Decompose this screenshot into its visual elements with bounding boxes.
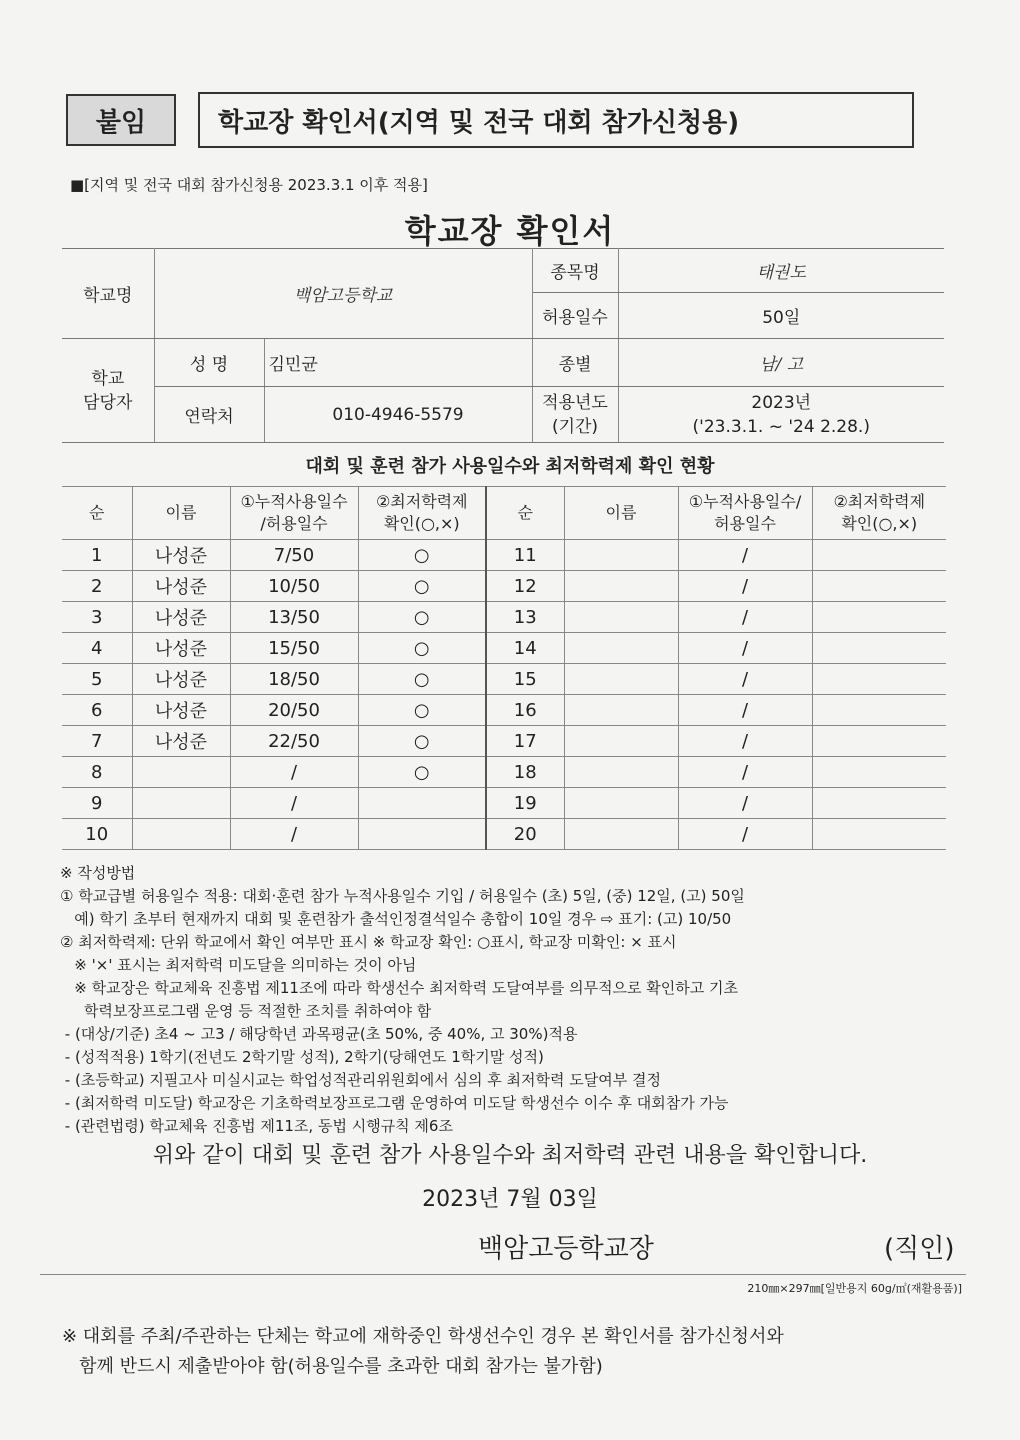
row-no: 2 bbox=[62, 571, 132, 602]
table-row bbox=[62, 695, 946, 726]
row-check: ○ bbox=[358, 757, 486, 788]
row-check bbox=[812, 664, 946, 695]
row-check bbox=[812, 602, 946, 633]
note-line: ① 학교급별 허용일수 적용: 대회·훈련 참가 누적사용일수 기입 / 허용일수 (초) 5일, (중) 12일, (고) 50일 bbox=[60, 887, 745, 905]
row-no: 10 bbox=[62, 819, 132, 850]
table-row bbox=[62, 664, 946, 695]
row-name bbox=[564, 819, 678, 850]
row-name bbox=[132, 788, 230, 819]
row-name bbox=[564, 695, 678, 726]
row-no: 9 bbox=[62, 788, 132, 819]
footer-line-1: ※ 대회를 주최/주관하는 단체는 학교에 재학중인 학생선수인 경우 본 확인서를 참가신청서와 bbox=[62, 1326, 784, 1347]
row-name: 나성준 bbox=[132, 602, 230, 633]
row-no: 17 bbox=[486, 726, 564, 757]
row-usage: / bbox=[678, 571, 812, 602]
subnote: ■[지역 및 전국 대회 참가신청용 2023.3.1 이후 적용] bbox=[70, 176, 428, 194]
usage-table bbox=[62, 486, 946, 850]
row-usage: / bbox=[678, 757, 812, 788]
table-row bbox=[62, 602, 946, 633]
row-check: ○ bbox=[358, 726, 486, 757]
row-check bbox=[358, 819, 486, 850]
row-usage: / bbox=[678, 788, 812, 819]
note-line: - (관련법령) 학교체육 진흥법 제11조, 동법 시행규칙 제6조 bbox=[60, 1117, 453, 1135]
row-usage: / bbox=[678, 726, 812, 757]
row-check bbox=[812, 788, 946, 819]
header-check-right: ②최저학력제 확인(○,×) bbox=[812, 487, 946, 540]
row-check bbox=[812, 726, 946, 757]
row-name: 나성준 bbox=[132, 664, 230, 695]
row-usage: / bbox=[230, 757, 358, 788]
row-no: 4 bbox=[62, 633, 132, 664]
row-name: 나성준 bbox=[132, 695, 230, 726]
allowed-days-label: 허용일수 bbox=[532, 293, 618, 339]
header-name-right: 이름 bbox=[564, 487, 678, 540]
confirmation-statement: 위와 같이 대회 및 훈련 참가 사용일수와 최저학력 관련 내용을 확인합니다. bbox=[152, 1143, 868, 1168]
section-title: 대회 및 훈련 참가 사용일수와 최저학력제 확인 현황 bbox=[305, 456, 715, 477]
row-no: 14 bbox=[486, 633, 564, 664]
divider bbox=[40, 1274, 966, 1275]
header-usage: ①누적사용일수 /허용일수 bbox=[230, 487, 358, 540]
manager-label: 학교 담당자 bbox=[62, 339, 154, 443]
row-check bbox=[358, 788, 486, 819]
row-no: 6 bbox=[62, 695, 132, 726]
year-value: 2023년 bbox=[751, 392, 812, 413]
name-label: 성 명 bbox=[154, 339, 264, 387]
footer-note bbox=[62, 1322, 962, 1382]
table-row bbox=[62, 571, 946, 602]
row-name bbox=[564, 633, 678, 664]
row-check bbox=[812, 540, 946, 571]
row-usage: / bbox=[678, 602, 812, 633]
row-no: 12 bbox=[486, 571, 564, 602]
note-line: ② 최저학력제: 단위 학교에서 확인 여부만 표시 ※ 학교장 확인: ○표시, 학교장 미확인: × 표시 bbox=[60, 933, 677, 951]
row-usage: 7/50 bbox=[230, 540, 358, 571]
row-usage: 10/50 bbox=[230, 571, 358, 602]
table-row bbox=[62, 726, 946, 757]
note-line: ※ '×' 표시는 최저학력 미도달을 의미하는 것이 아님 bbox=[60, 956, 417, 974]
row-name bbox=[564, 788, 678, 819]
note-line: ※ 작성방법 bbox=[60, 864, 136, 882]
row-usage: 22/50 bbox=[230, 726, 358, 757]
row-usage: / bbox=[678, 540, 812, 571]
paper-spec: 210㎜×297㎜[일반용지 60g/㎡(재활용품)] bbox=[747, 1282, 962, 1295]
school-label: 학교명 bbox=[62, 249, 154, 339]
note-line: 학력보장프로그램 운영 등 적절한 조치를 취하여야 함 bbox=[60, 1002, 432, 1020]
row-usage: / bbox=[678, 819, 812, 850]
row-usage: / bbox=[230, 788, 358, 819]
row-check: ○ bbox=[358, 571, 486, 602]
row-name: 나성준 bbox=[132, 571, 230, 602]
row-no: 13 bbox=[486, 602, 564, 633]
row-check: ○ bbox=[358, 602, 486, 633]
header-title: 학교장 확인서(지역 및 전국 대회 참가신청용) bbox=[198, 92, 914, 148]
row-usage: / bbox=[678, 695, 812, 726]
row-usage: 20/50 bbox=[230, 695, 358, 726]
row-usage: / bbox=[230, 819, 358, 850]
row-check: ○ bbox=[358, 664, 486, 695]
row-no: 16 bbox=[486, 695, 564, 726]
row-check: ○ bbox=[358, 695, 486, 726]
row-check: ○ bbox=[358, 540, 486, 571]
sport-value: 태권도 bbox=[618, 249, 944, 293]
row-no: 1 bbox=[62, 540, 132, 571]
attachment-badge: 붙임 bbox=[66, 94, 176, 146]
row-no: 11 bbox=[486, 540, 564, 571]
sport-label: 종목명 bbox=[532, 249, 618, 293]
row-no: 18 bbox=[486, 757, 564, 788]
issue-date: 2023년 7월 03일 bbox=[422, 1187, 598, 1212]
header-check: ②최저학력제 확인(○,×) bbox=[358, 487, 486, 540]
row-usage: 18/50 bbox=[230, 664, 358, 695]
period-value: ('23.3.1. ~ '24 2.28.) bbox=[692, 416, 870, 437]
row-check bbox=[812, 633, 946, 664]
row-no: 8 bbox=[62, 757, 132, 788]
header-no-right: 순 bbox=[486, 487, 564, 540]
year-label: 적용년도 (기간) bbox=[532, 387, 618, 443]
row-no: 7 bbox=[62, 726, 132, 757]
row-name bbox=[564, 602, 678, 633]
table-row bbox=[62, 819, 946, 850]
row-name bbox=[564, 664, 678, 695]
row-check bbox=[812, 819, 946, 850]
year-cell bbox=[618, 387, 944, 443]
document-title: 학교장 확인서 bbox=[404, 212, 616, 250]
footer-line-2: 함께 반드시 제출받아야 함(허용일수를 초과한 대회 참가는 불가함) bbox=[62, 1356, 603, 1377]
gender-value: 남/ 고 bbox=[618, 339, 944, 387]
gender-label: 종별 bbox=[532, 339, 618, 387]
contact-value: 010-4946-5579 bbox=[264, 387, 532, 443]
note-line: - (성적적용) 1학기(전년도 2학기말 성적), 2학기(당해연도 1학기말 성적) bbox=[60, 1048, 544, 1066]
row-name bbox=[564, 726, 678, 757]
row-no: 19 bbox=[486, 788, 564, 819]
allowed-days-value: 50일 bbox=[618, 293, 944, 339]
manager-name: 김민균 bbox=[264, 339, 532, 387]
row-check bbox=[812, 571, 946, 602]
note-line: 예) 학기 초부터 현재까지 대회 및 훈련참가 출석인정결석일수 총합이 10일 경우 ⇨ 표기: (고) 10/50 bbox=[60, 910, 732, 928]
table-row bbox=[62, 757, 946, 788]
contact-label: 연락처 bbox=[154, 387, 264, 443]
school-name: 백암고등학교 bbox=[154, 249, 532, 339]
row-check bbox=[812, 695, 946, 726]
principal-name: 백암고등학교장 bbox=[478, 1234, 654, 1264]
row-no: 15 bbox=[486, 664, 564, 695]
note-line: - (최저학력 미도달) 학교장은 기초학력보장프로그램 운영하여 미도달 학생선수 이수 후 대회참가 가능 bbox=[60, 1094, 729, 1112]
row-name: 나성준 bbox=[132, 633, 230, 664]
row-no: 5 bbox=[62, 664, 132, 695]
row-usage: 15/50 bbox=[230, 633, 358, 664]
note-line: - (초등학교) 지필고사 미실시교는 학업성적관리위원회에서 심의 후 최저학력 도달여부 결정 bbox=[60, 1071, 661, 1089]
row-name: 나성준 bbox=[132, 540, 230, 571]
row-usage: 13/50 bbox=[230, 602, 358, 633]
row-usage: / bbox=[678, 664, 812, 695]
note-line: - (대상/기준) 초4 ~ 고3 / 해당학년 과목평균(초 50%, 중 40%, 고 30%)적용 bbox=[60, 1025, 578, 1043]
row-name bbox=[564, 540, 678, 571]
row-name bbox=[564, 571, 678, 602]
note-line: ※ 학교장은 학교체육 진흥법 제11조에 따라 학생선수 최저학력 도달여부를 의무적으로 확인하고 기초 bbox=[60, 979, 739, 997]
row-name bbox=[564, 757, 678, 788]
writing-instructions bbox=[60, 862, 960, 1138]
header-usage-right: ①누적사용일수/ 허용일수 bbox=[678, 487, 812, 540]
table-row bbox=[62, 633, 946, 664]
row-check bbox=[812, 757, 946, 788]
row-name: 나성준 bbox=[132, 726, 230, 757]
header-no: 순 bbox=[62, 487, 132, 540]
row-check: ○ bbox=[358, 633, 486, 664]
row-usage: / bbox=[678, 633, 812, 664]
table-row bbox=[62, 540, 946, 571]
row-name bbox=[132, 819, 230, 850]
school-info-table bbox=[62, 248, 944, 443]
table-row bbox=[62, 788, 946, 819]
official-seal: (직인) bbox=[884, 1234, 955, 1264]
row-name bbox=[132, 757, 230, 788]
row-no: 3 bbox=[62, 602, 132, 633]
header-name: 이름 bbox=[132, 487, 230, 540]
row-no: 20 bbox=[486, 819, 564, 850]
